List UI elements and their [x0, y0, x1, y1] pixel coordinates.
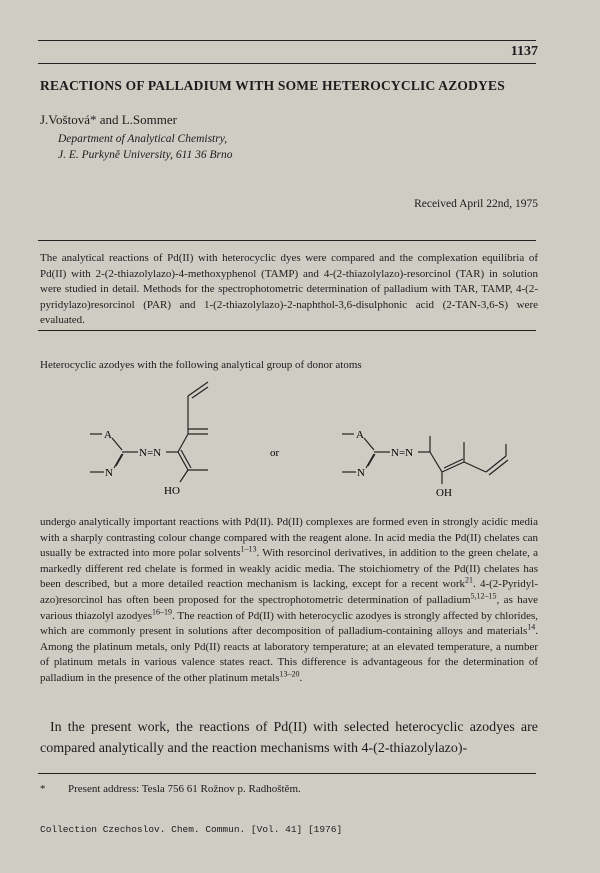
- body-text: .: [299, 671, 303, 684]
- header-rule: [38, 63, 536, 64]
- body-text: . With resorcinol derivatives, in addition to the green chelate, a markedly different red chelate is formed in weakly acidic media. The stoichiometry of the Pd(II) chelates has been described, but a more detailed reaction mechanism is lacking, except for a recent work: [40, 547, 538, 591]
- intro-line: Heterocyclic azodyes with the following analytical group of donor atoms: [40, 359, 362, 371]
- body-text: . Among the platinum metals, only Pd(II) reacts at laboratory temperature; at an elevated temperature, a number of platinum metals in various valence states react. This difference is advantageous for the determination of palladium in the presence of the other platinum metals: [40, 625, 538, 684]
- abstract-top-rule: [38, 240, 536, 241]
- top-rule: [38, 40, 536, 41]
- body-text: . 4-(2-Pyridyl-azo)resorcinol has often been proposed for the spectrophotometric determination of palladium: [40, 578, 539, 606]
- footnote: [40, 783, 301, 795]
- left-hydroxy-label: HO: [164, 485, 180, 497]
- right-hydroxy-label: OH: [436, 487, 452, 499]
- right-azo-label: N=N: [391, 447, 414, 459]
- authors: J.Voštová* and L.Sommer: [40, 112, 177, 127]
- left-azo-label: N=N: [139, 447, 162, 459]
- footnote-text: Present address: Tesla 756 61 Rožnov p. Radhoštěm.: [68, 783, 301, 795]
- right-structure: [342, 434, 508, 484]
- abstract: The analytical reactions of Pd(II) with heterocyclic dyes were compared and the complexation equilibria of Pd(II) with 2-(2-thiazolylazo)-4-methoxyphenol (TAMP) and 4-(2-thiazolylazo)-resorcinol (TAR) in solution were studied in detail. Methods for the spectrophotometric determination of palladium with TAR, TAMP, 4-(2-pyridylazo)resorcinol (PAR) and 1-(2-thiazolylazo)-2-naphthol-3,6-disulphonic acid (2-TAN-3,6-S) were evaluated.: [40, 252, 538, 327]
- affiliation-line: Department of Analytical Chemistry,: [58, 133, 228, 145]
- body-paragraph-2: In the present work, the reactions of Pd(II) with selected heterocyclic azodyes are compared analytically and the reaction mechanisms with 4-(2-thiazolylazo)-: [40, 720, 538, 756]
- left-atom-a: A: [104, 429, 112, 441]
- body-text: undergo analytically important reactions with Pd(II). Pd(II) complexes are formed even in strongly acidic media with a sharply contrasting colour change compared with the reagent alone. In acid media the Pd(II) chelates can usually be extracted into more polar solvents: [40, 516, 538, 560]
- paper-title: REACTIONS OF PALLADIUM WITH SOME HETEROCYCLIC AZODYES: [40, 78, 505, 93]
- right-atom-a: A: [356, 429, 364, 441]
- footnote-mark: *: [40, 783, 46, 795]
- body-text: . The reaction of Pd(II) with heterocyclic azodyes is strongly affected by chlorides, which are commonly present in solutions after decomposition of palladium-containing alloys and materials: [40, 609, 538, 638]
- reference: 21: [464, 575, 473, 585]
- reference: 14: [527, 622, 536, 632]
- footnote-rule: [38, 773, 536, 774]
- left-atom-n: N: [105, 467, 113, 479]
- abstract-bottom-rule: [38, 330, 536, 331]
- received-date: Received April 22nd, 1975: [414, 198, 538, 210]
- affiliation: [58, 131, 232, 163]
- or-label: or: [270, 447, 280, 459]
- reference: 16–19: [151, 606, 172, 616]
- reference: 1–13: [240, 544, 257, 554]
- body-paragraph-1: [40, 515, 538, 687]
- azodye-structures: [80, 378, 550, 508]
- right-atom-n: N: [357, 467, 365, 479]
- journal-citation: Collection Czechoslov. Chem. Commun. [Vol. 41] [1976]: [40, 824, 343, 835]
- affiliation-line: J. E. Purkyně University, 611 36 Brno: [58, 149, 233, 161]
- reference: 13–20: [279, 669, 300, 679]
- body-text: , as have various thiazolyl azodyes: [40, 593, 538, 622]
- page-number: 1137: [510, 44, 538, 59]
- reference: 5,12–15: [470, 591, 497, 601]
